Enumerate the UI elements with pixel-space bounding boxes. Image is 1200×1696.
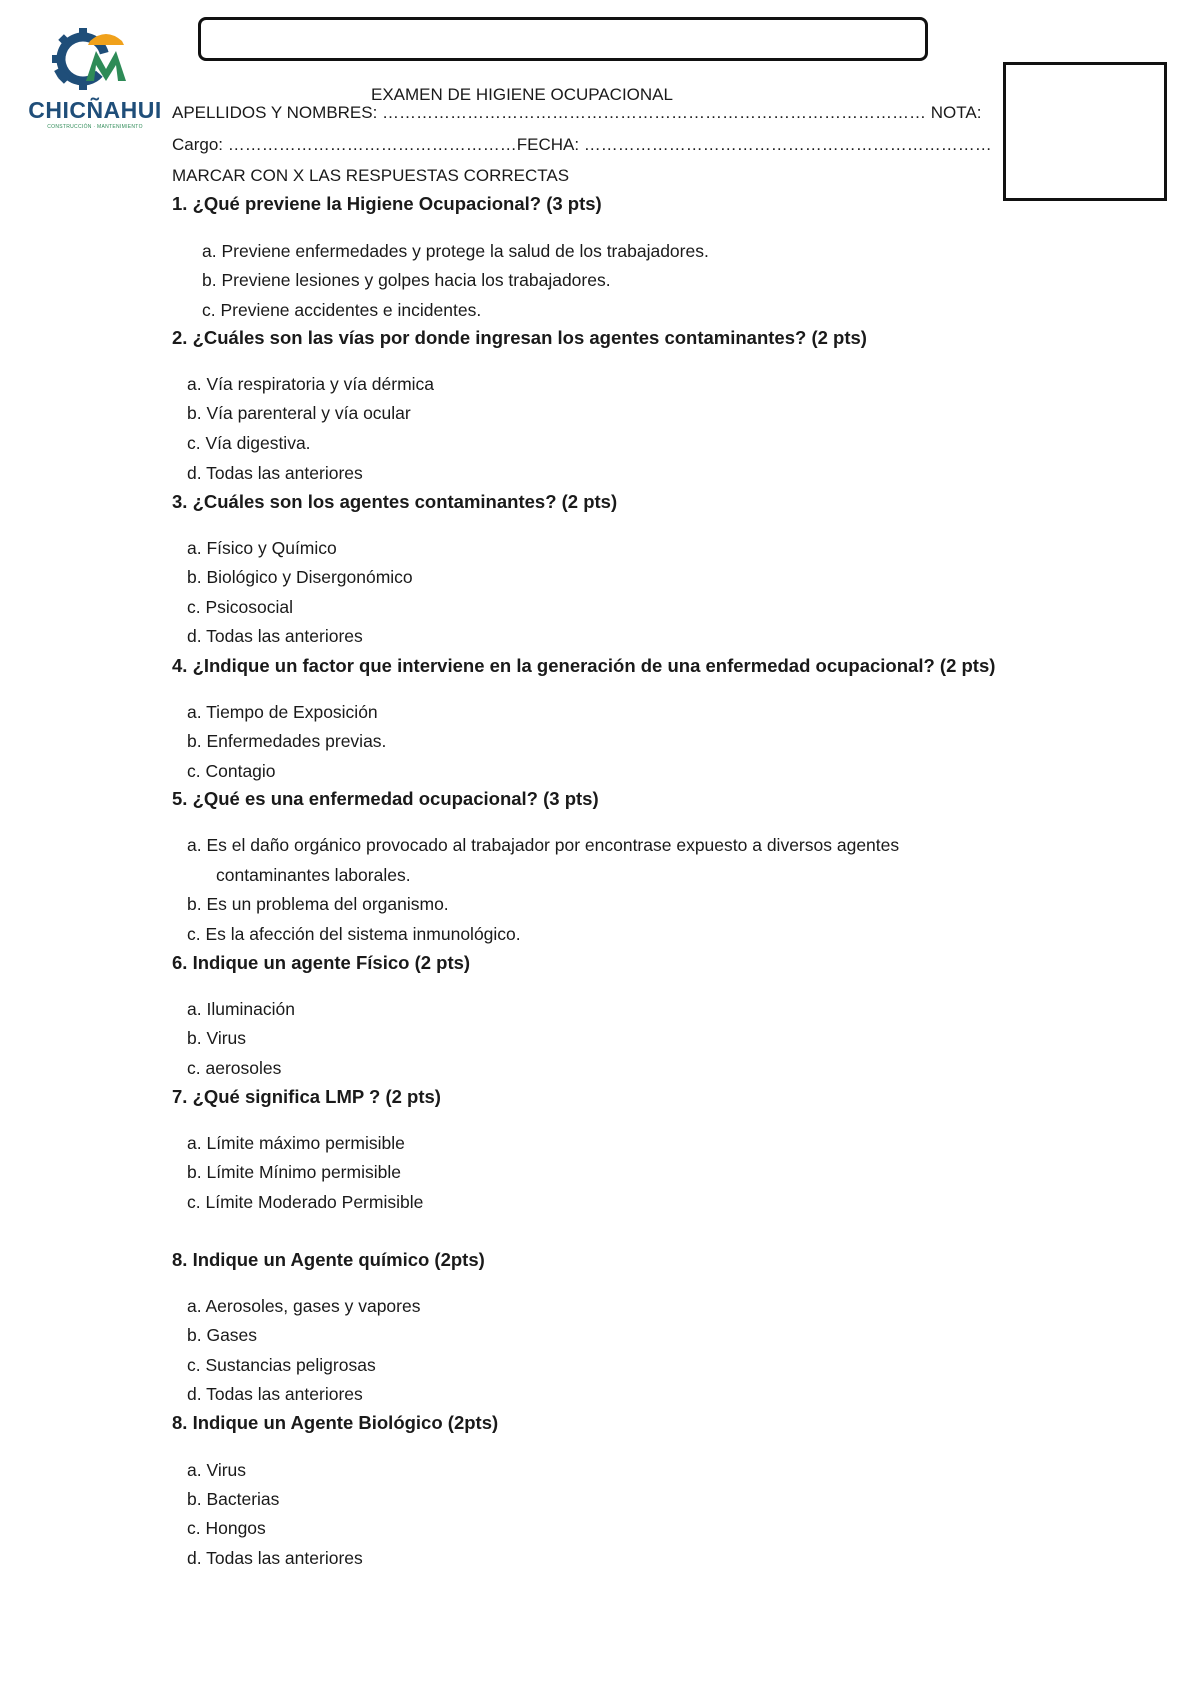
- logo-brand: CHICÑAHUI: [28, 97, 162, 123]
- company-logo: [28, 25, 162, 135]
- option-4b[interactable]: b. Enfermedades previas.: [187, 731, 387, 751]
- option-1a[interactable]: a. Previene enfermedades y protege la salud de los trabajadores.: [202, 241, 709, 261]
- option-3d[interactable]: d. Todas las anteriores: [187, 626, 363, 646]
- question-9: 8. Indique un Agente Biológico (2pts): [172, 1412, 499, 1433]
- question-3: 3. ¿Cuáles son los agentes contaminantes? (2 pts): [172, 491, 618, 512]
- option-5a-cont: contaminantes laborales.: [216, 865, 411, 885]
- question-1: 1. ¿Qué previene la Higiene Ocupacional? (3 pts): [172, 193, 602, 214]
- question-4: 4. ¿Indique un factor que interviene en la generación de una enfermedad ocupacional? (2 pts): [172, 655, 996, 676]
- option-4a[interactable]: a. Tiempo de Exposición: [187, 702, 378, 722]
- option-7b[interactable]: b. Límite Mínimo permisible: [187, 1162, 401, 1182]
- option-3b[interactable]: b. Biológico y Disergonómico: [187, 567, 413, 587]
- question-7: 7. ¿Qué significa LMP ? (2 pts): [172, 1086, 441, 1107]
- option-6a[interactable]: a. Iluminación: [187, 999, 295, 1019]
- option-3c[interactable]: c. Psicosocial: [187, 597, 294, 617]
- option-1b[interactable]: b. Previene lesiones y golpes hacia los trabajadores.: [202, 270, 611, 290]
- option-5c[interactable]: c. Es la afección del sistema inmunológico.: [187, 924, 521, 944]
- option-8a[interactable]: a. Aerosoles, gases y vapores: [187, 1296, 421, 1316]
- question-2: 2. ¿Cuáles son las vías por donde ingresan los agentes contaminantes? (2 pts): [172, 327, 867, 348]
- option-5a[interactable]: a. Es el daño orgánico provocado al trabajador por encontrase expuesto a diversos agentes: [187, 835, 900, 855]
- option-7c[interactable]: c. Límite Moderado Permisible: [187, 1192, 424, 1212]
- logo-tagline: CONSTRUCCIÓN · MANTENIMIENTO: [47, 124, 143, 130]
- question-8: 8. Indique un Agente químico (2pts): [172, 1249, 485, 1270]
- option-8c[interactable]: c. Sustancias peligrosas: [187, 1355, 376, 1375]
- option-8b[interactable]: b. Gases: [187, 1325, 258, 1345]
- option-9d[interactable]: d. Todas las anteriores: [187, 1548, 363, 1568]
- names-field[interactable]: APELLIDOS Y NOMBRES: …………………………………………………………………………………… NOTA:: [172, 103, 982, 122]
- header-box: [198, 17, 928, 61]
- gear-helmet-icon: [28, 25, 162, 97]
- cargo-date-field[interactable]: Cargo: ……………………………………………FECHA: ………………………………………………………………: [172, 135, 992, 154]
- option-4c[interactable]: c. Contagio: [187, 761, 276, 781]
- option-1c[interactable]: c. Previene accidentes e incidentes.: [202, 300, 482, 320]
- option-3a[interactable]: a. Físico y Químico: [187, 538, 337, 558]
- option-2c[interactable]: c. Vía digestiva.: [187, 433, 311, 453]
- question-5: 5. ¿Qué es una enfermedad ocupacional? (3 pts): [172, 788, 599, 809]
- option-2a[interactable]: a. Vía respiratoria y vía dérmica: [187, 374, 435, 394]
- exam-title: EXAMEN DE HIGIENE OCUPACIONAL: [371, 85, 673, 104]
- option-2d[interactable]: d. Todas las anteriores: [187, 463, 363, 483]
- question-6: 6. Indique un agente Físico (2 pts): [172, 952, 471, 973]
- option-5b[interactable]: b. Es un problema del organismo.: [187, 894, 449, 914]
- option-6c[interactable]: c. aerosoles: [187, 1058, 282, 1078]
- option-2b[interactable]: b. Vía parenteral y vía ocular: [187, 403, 411, 423]
- option-7a[interactable]: a. Límite máximo permisible: [187, 1133, 405, 1153]
- option-9b[interactable]: b. Bacterias: [187, 1489, 280, 1509]
- grade-box[interactable]: [1003, 62, 1167, 201]
- instruction-text: MARCAR CON X LAS RESPUESTAS CORRECTAS: [172, 166, 570, 185]
- option-6b[interactable]: b. Virus: [187, 1028, 247, 1048]
- option-9a[interactable]: a. Virus: [187, 1460, 247, 1480]
- option-9c[interactable]: c. Hongos: [187, 1518, 266, 1538]
- option-8d[interactable]: d. Todas las anteriores: [187, 1384, 363, 1404]
